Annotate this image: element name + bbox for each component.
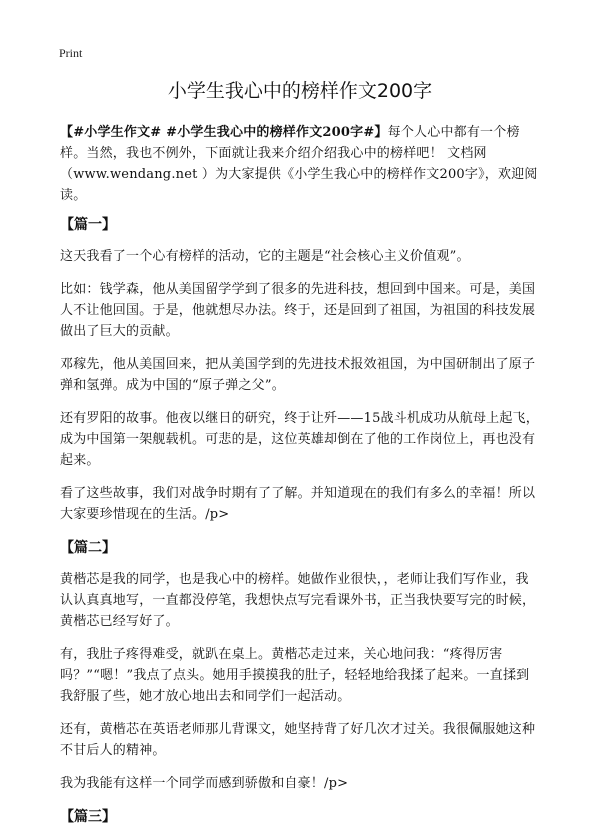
section-1 (60, 214, 540, 525)
document-title: 小学生我心中的榜样作文200字 (167, 80, 433, 102)
intro-paragraph (60, 122, 540, 206)
intro-tag: 【#小学生作文# #小学生我心中的榜样作文200字#】 (60, 125, 388, 140)
paragraph: 这天我看了一个心有榜样的活动，它的主题是“社会核心主义价值观”。 (60, 249, 470, 264)
paragraph: 比如：钱学森，他从美国留学学到了很多的先进科技，想回到中国来。可是，美国人不让他回国。于是，他就想尽办法。终于，还是回到了祖国，为祖国的科技发展做出了巨大的贡献。 (60, 282, 536, 339)
paragraph: 我为我能有这样一个同学而感到骄傲和自豪！/p> (60, 776, 349, 791)
section-heading: 【篇三】 (60, 809, 116, 825)
section-2 (60, 537, 540, 794)
paragraph: 还有罗阳的故事。他夜以继日的研究，终于让歼——15战斗机成功从航母上起飞，成为中国第一架舰载机。可悲的是，这位英雄却倒在了他的工作岗位上，再也没有起来。 (60, 411, 539, 468)
section-heading: 【篇一】 (60, 217, 116, 233)
paragraph: 有，我肚子疼得难受，就趴在桌上。黄楷芯走过来，关心地问我：“疼得厉害吗？”“嗯！”我点了点头。她用手摸摸我的肚子，轻轻地给我揉了起来。一直揉到我舒服了些，她才放心地出去和同学们一起活动。 (60, 647, 530, 704)
paragraph: 邓稼先，他从美国回来，把从美国学到的先进技术报效祖国，为中国研制出了原子弹和氢弹。成为中国的“原子弹之父”。 (60, 357, 536, 393)
section-3 (60, 806, 540, 828)
intro-text: 每个人心中都有一个榜样。当然，我也不例外，下面就让我来介绍介绍我心中的榜样吧！ 文档网（www.wendang.net ）为大家提供《小学生我心中的榜样作文200字》，欢迎阅读。 (60, 125, 538, 203)
section-heading: 【篇二】 (60, 540, 116, 556)
paragraph: 看了这些故事，我们对战争时期有了了解。并知道现在的我们有多么的幸福！所以大家要珍惜现在的生活。/p> (60, 486, 536, 522)
paragraph: 还有，黄楷芯在英语老师那儿背课文，她坚持背了好几次才过关。我很佩服她这种不甘后人的精神。 (60, 722, 536, 758)
print-label: Print (59, 46, 83, 60)
paragraph: 黄楷芯是我的同学，也是我心中的榜样。她做作业很快，，老师让我们写作业，我认认真真地写，一直都没停笔，我想快点写完看课外书，正当我快要写完的时候，黄楷芯已经写好了。 (60, 572, 536, 629)
